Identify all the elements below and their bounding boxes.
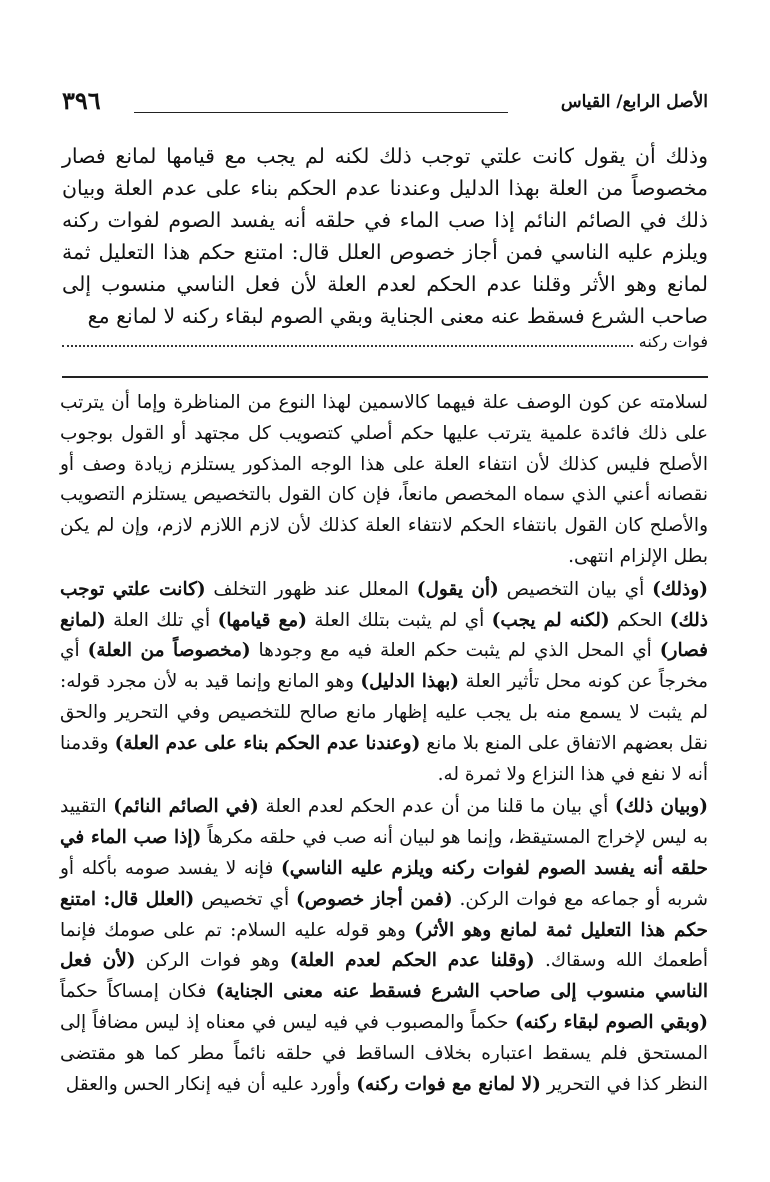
quoted-matn-phrase: (إذا صب الماء في حلقه أنه يفسد الصوم لفوات ركنه ويلزم عليه الناسي) (60, 827, 708, 879)
commentary-text: أي بيان التخصيص (498, 578, 653, 600)
dotted-filler (62, 337, 633, 347)
commentary-text: التقييد به ليس لإخراج المستيقظ، وإنما هو لبيان أنه صب في حلقه مكرهاً (60, 796, 708, 849)
main-text-body: وذلك أن يقول كانت علتي توجب ذلك لكنه لم يجب مع قيامها لمانع فصار مخصوصاً من العلة بهذا الدليل وعندنا عدم الحكم بناء على عدم العلة وبيان ذلك في الصائم النائم إذا صب الماء في حلقه أنه يفسد الصوم لفوات ركنه ويلزم عليه الناسي فمن أجاز خصوص العلل قال: امتنع حكم هذا التعليل ثمة لمانع وهو الأثر وقلنا عدم الحكم لعدم العلة لأن فعل الناسي منسوب إلى صاحب الشرع فسقط عنه معنى الجناية وبقي الصوم لبقاء ركنه لا لمانع مع (62, 144, 708, 328)
commentary-paragraph-2 (60, 575, 708, 791)
commentary-paragraph-1: لسلامته عن كون الوصف علة فيهما كالاسمين لهذا النوع من المناظرة وإما أن يترتب على ذلك فائدة علمية يترتب عليها حكم أصلي كتصويب كل مجتهد أو القول بوجوب الأصلح فليس كذلك لأن انتفاء العلة على هذا الوجه المذكور يستلزم زيادة وصف أو نقصانه أعني الذي سماه المخصص مانعاً، فإن كان القول بالتخصيص يستلزم التصويب والأصلح كان القول بانتفاء الحكم لانتفاء العلة كذلك لأن لازم اللازم لازم، وإن لم يكن بطل الإلزام انتهى. (60, 392, 708, 567)
page-number: ٣٩٦ (62, 86, 101, 115)
commentary-text: وهو قوله عليه السلام: تم على صومك فإنما أطعمك الله وسقاك. (60, 919, 708, 972)
main-text-last-words: فوات ركنه (638, 332, 708, 351)
quoted-matn-phrase: (وبيان ذلك) (614, 796, 708, 818)
header-rule (134, 112, 508, 113)
commentary-text: أي المحل الذي لم يثبت حكم العلة فيه مع وجودها (250, 640, 660, 662)
commentary-text: وهو المانع وإنما قيد به لأن مجرد قوله: لم يثبت لا يسمع منه بل يجب عليه إظهار مانع صالح للتخصيص وفي التحرير والحق نقل بعضهم الاتفاق على المنع بلا مانع (60, 671, 708, 754)
section-separator (62, 376, 708, 378)
quoted-matn-phrase: (مخصوصاً من العلة) (87, 640, 251, 662)
quoted-matn-phrase: (لمانع فصار) (60, 609, 708, 662)
quoted-matn-phrase: (أن يقول) (416, 578, 499, 600)
commentary-text: أي بيان ما قلنا من أن عدم الحكم لعدم العلة (258, 796, 615, 818)
commentary-text: وأورد عليه أن فيه إنكار الحس والعقل (65, 1073, 357, 1095)
quoted-matn-phrase: (لأن فعل الناسي منسوب إلى صاحب الشرع فسقط عنه معنى الجناية) (60, 950, 709, 1003)
commentary-text: الحكم (609, 609, 670, 631)
quoted-matn-phrase: (وذلك) (652, 578, 708, 600)
quoted-matn-phrase: (بهذا الدليل) (360, 671, 459, 693)
commentary-text: أي تلك العلة (105, 609, 218, 631)
quoted-matn-phrase: (كانت علتي توجب ذلك) (60, 578, 708, 631)
commentary-paragraph-3 (60, 792, 708, 1100)
commentary-text: أي تخصيص (194, 888, 296, 910)
quoted-matn-phrase: (وقلنا عدم الحكم لعدم العلة) (289, 950, 535, 972)
commentary-text: وهو فوات الركن (135, 950, 290, 972)
commentary-text: أي لم يثبت بتلك العلة (306, 609, 492, 631)
quoted-matn-phrase: (العلل قال: امتنع حكم هذا التعليل ثمة لمانع وهو الأثر) (60, 888, 708, 941)
main-text-last-line (62, 332, 708, 351)
commentary-text: وقدمنا أنه لا نفع في هذا النزاع ولا ثمرة له. (60, 732, 708, 785)
page-header (62, 86, 708, 120)
commentary-text: حكماً والمصبوب في فيه ليس في معناه إذ ليس مضافاً إلى المستحق فلم يسقط اعتباره بخلاف الساقط في حلقه نائماً مطر كما هو مقتضى النظر كذا في التحرير (60, 1011, 708, 1095)
quoted-matn-phrase: (وبقي الصوم لبقاء ركنه) (514, 1011, 709, 1033)
main-text (62, 140, 708, 372)
commentary-text: أي مخرجاً عن كونه محل تأثير العلة (60, 640, 708, 693)
commentary (60, 388, 708, 1148)
commentary-text: فإنه لا يفسد صومه بأكله أو شربه أو جماعه مع فوات الركن. (60, 857, 708, 910)
quoted-matn-phrase: (لا لمانع مع فوات ركنه) (356, 1073, 541, 1095)
commentary-text: فكان إمساكاً حكماً (60, 981, 216, 1003)
running-title: الأصل الرابع/ القياس (560, 92, 708, 112)
quoted-matn-phrase: (فمن أجاز خصوص) (296, 888, 453, 910)
commentary-text: المعلل عند ظهور التخلف (205, 578, 417, 600)
quoted-matn-phrase: (وعندنا عدم الحكم بناء على عدم العلة) (114, 732, 421, 754)
quoted-matn-phrase: (لكنه لم يجب) (491, 609, 610, 631)
quoted-matn-phrase: (مع قيامها) (217, 609, 307, 631)
quoted-matn-phrase: (في الصائم النائم) (113, 796, 259, 818)
